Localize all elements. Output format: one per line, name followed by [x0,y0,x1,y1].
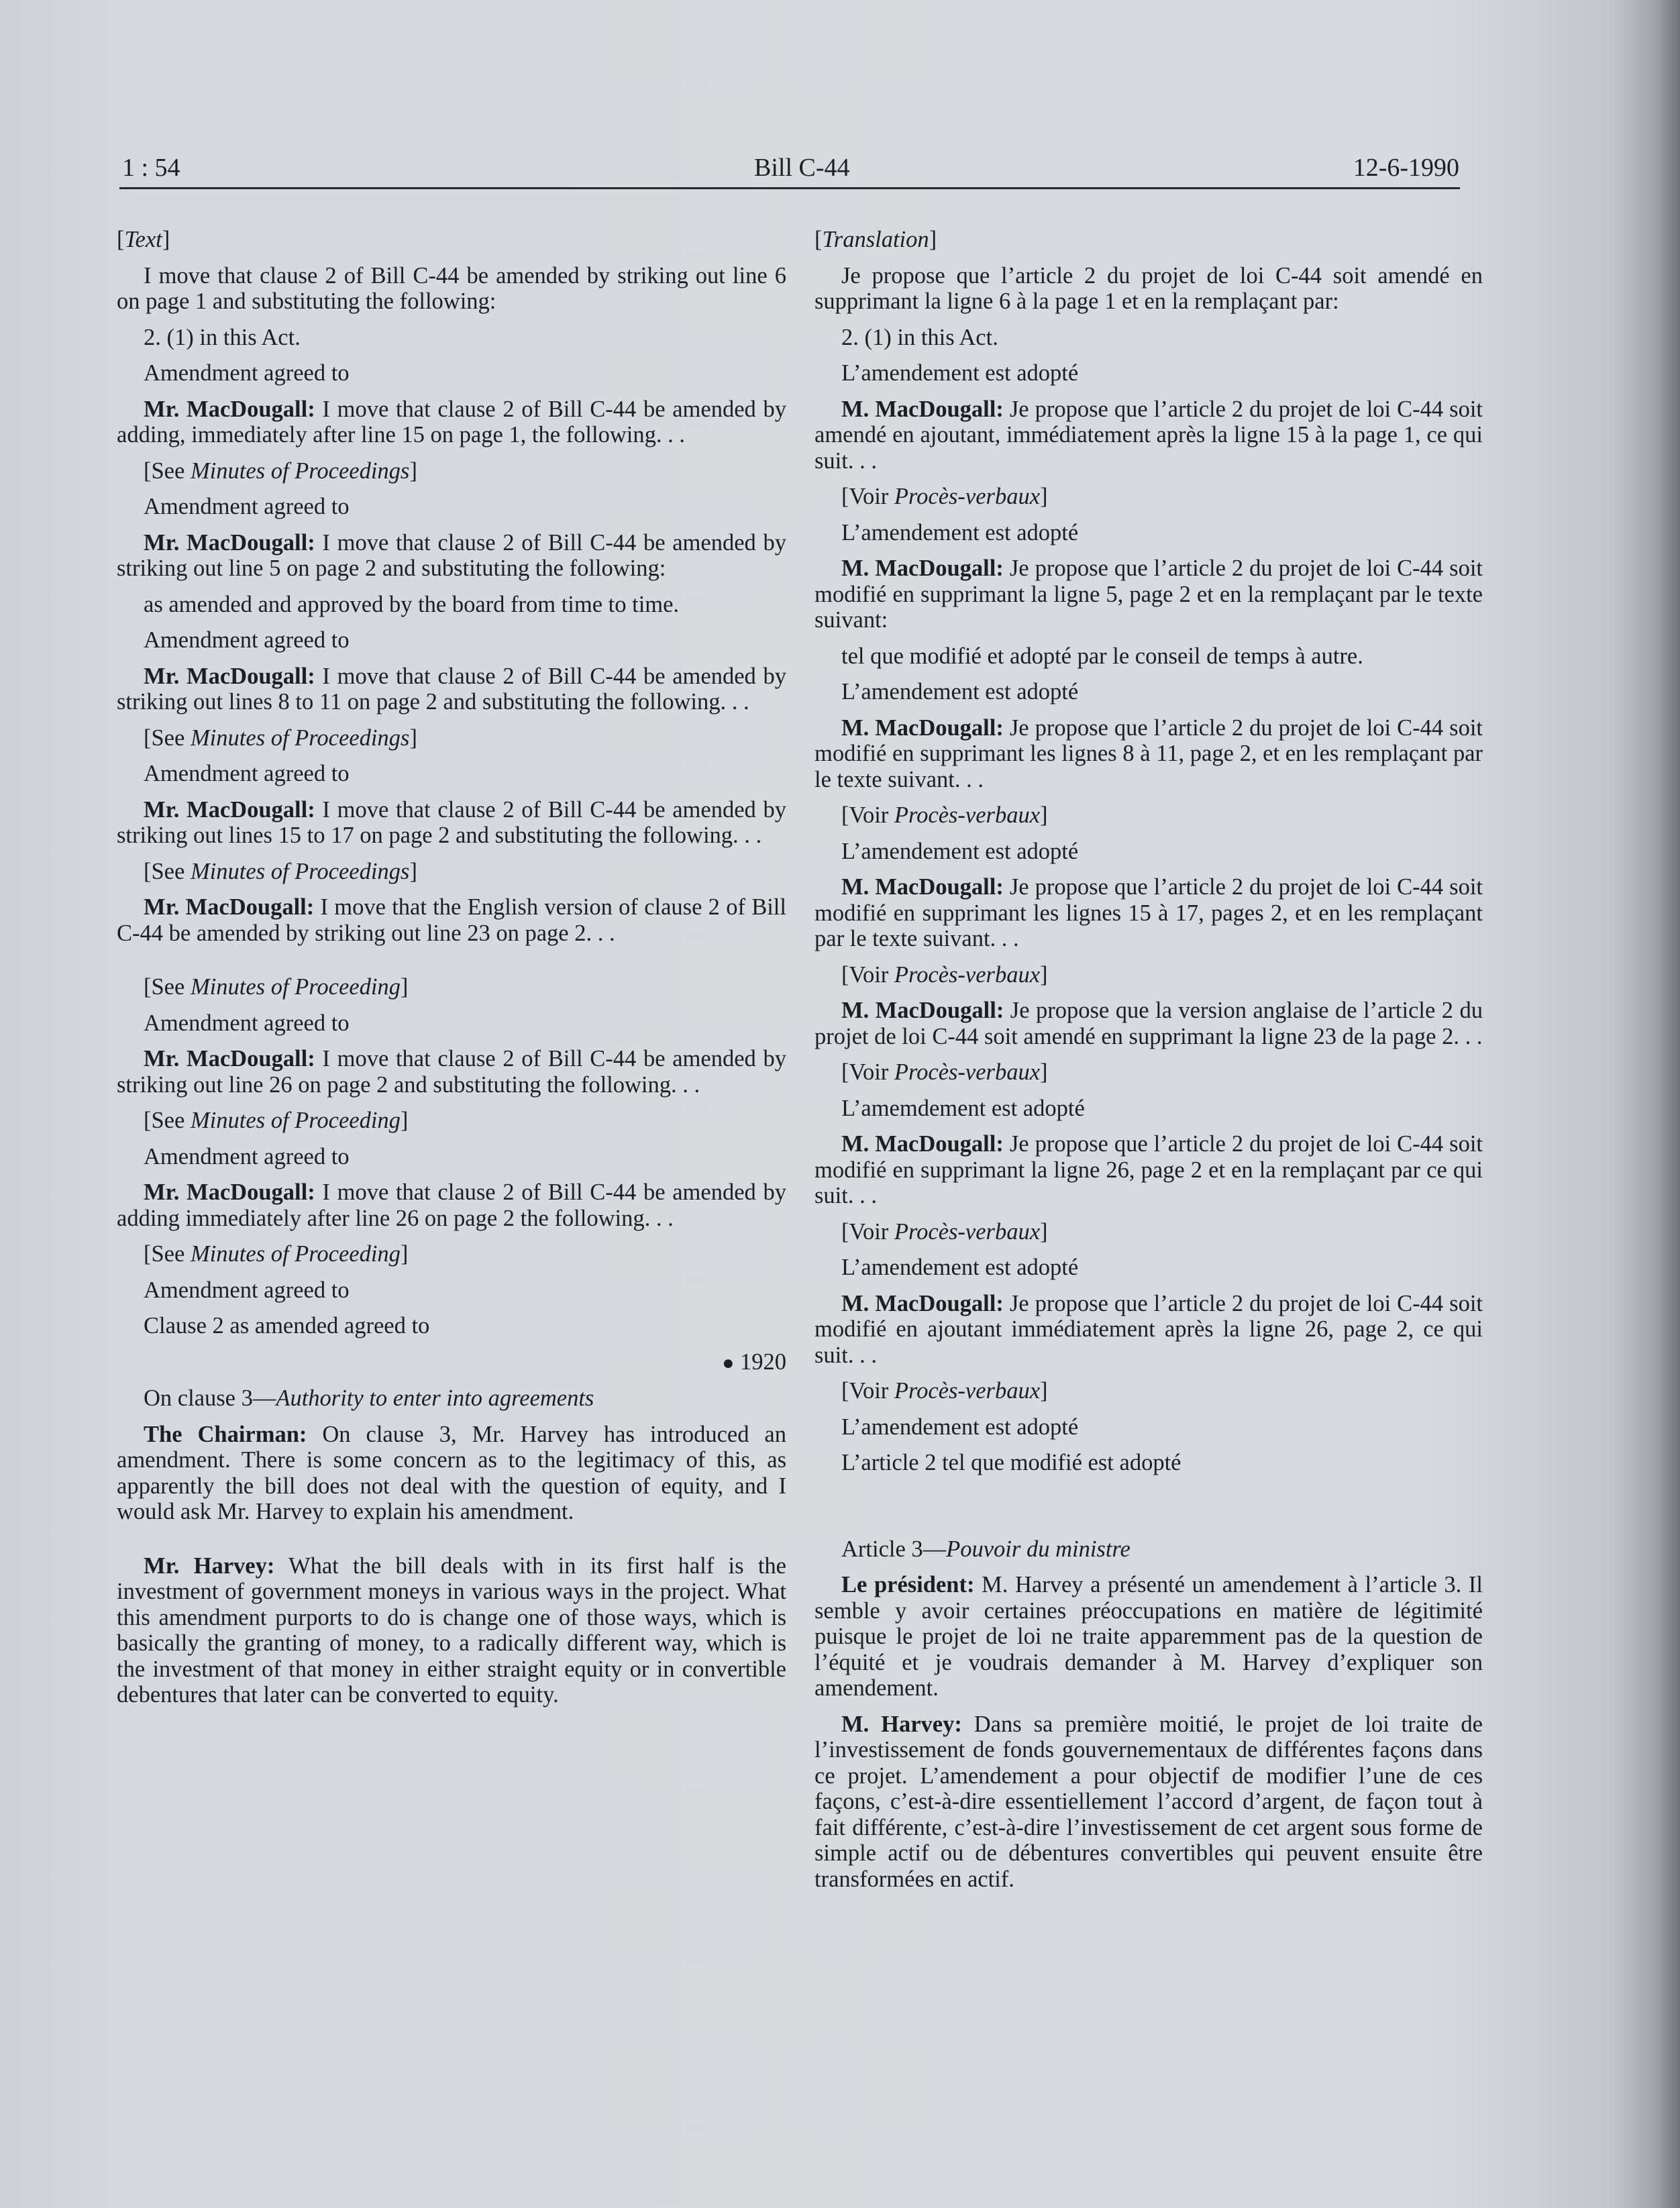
paragraph: M. MacDougall: Je propose que l’article 2 du projet de loi C-44 soit modifié en supprimant les lignes 8 à 11, page 2, et en les remplaçant par le texte suivant. . . [815,715,1483,792]
motion-result: L’amemdement est adopté [841,1095,1085,1121]
french-column [815,227,1483,1902]
page-number: 1 : 54 [122,154,180,182]
motion-result: L’article 2 tel que modifié est adopté [841,1450,1182,1475]
see-reference: [See Minutes of Proceedings] [144,458,417,484]
text-tag: [Text] [117,227,170,252]
speaker: Mr. MacDougall: [144,396,315,422]
paragraph: M. MacDougall: Je propose que la version anglaise de l’article 2 du projet de loi C-44 soit amendé en supprimant la ligne 23 de la page 2. . . [815,998,1483,1049]
motion-result: Amendment agreed to [144,761,350,786]
see-reference: [Voir Procès-verbaux] [841,802,1048,828]
speaker: Mr. MacDougall: [144,529,315,556]
motion-result: Amendment agreed to [144,360,350,386]
speaker: M. MacDougall: [841,1131,1004,1157]
see-reference: [Voir Procès-verbaux] [841,484,1048,509]
see-reference: [See Minutes of Proceeding] [144,974,409,1000]
paragraph: M. MacDougall: Je propose que l’article 2 du projet de loi C-44 soit modifié en supprimant les lignes 15 à 17, pages 2, et en les remplaçant par le texte suivant. . . [815,874,1483,951]
header-date: 12-6-1990 [1353,154,1459,182]
speaker: M. Harvey: [841,1711,962,1737]
see-reference: [See Minutes of Proceedings] [144,725,417,751]
motion-result: L’amendement est adopté [841,1255,1079,1280]
paragraph: Mr. MacDougall: I move that clause 2 of Bill C-44 be amended by striking out lines 15 to 17 on page 2 and substituting the following. . . [117,796,786,848]
clause-heading: On clause 3—Authority to enter into agreements [144,1385,594,1411]
motion-result: L’amendement est adopté [841,838,1079,864]
clause-heading: Article 3—Pouvoir du ministre [841,1536,1131,1562]
paragraph: Mr. MacDougall: I move that clause 2 of Bill C-44 be amended by striking out line 5 on page 2 and substituting the following: [117,529,786,581]
speaker: M. MacDougall: [841,1290,1004,1316]
paragraph: M. MacDougall: Je propose que l’article 2 du projet de loi C-44 soit modifié en ajoutant immédiatement après la ligne 26, page 2, ce qui suit. . . [815,1290,1483,1368]
speaker: The Chairman: [144,1421,307,1447]
speaker: M. MacDougall: [841,998,1004,1023]
paragraph: I move that clause 2 of Bill C-44 be amended by striking out line 6 on page 1 and substituting the following: [117,262,786,314]
motion-result: Amendment agreed to [144,494,350,519]
bill-title: Bill C-44 [754,154,850,182]
motion-result: L’amendement est adopté [841,679,1079,704]
speaker: Mr. MacDougall: [144,1046,315,1071]
paragraph: tel que modifié et adopté par le conseil de temps à autre. [841,643,1363,669]
speaker: Mr. MacDougall: [144,1179,315,1205]
see-reference: [Voir Procès-verbaux] [841,1059,1048,1085]
speaker: Mr. MacDougall: [144,894,315,920]
see-reference: [See Minutes of Proceedings] [144,858,417,884]
paragraph: Mr. Harvey: What the bill deals with in its first half is the investment of government moneys in various ways in the project. What this amendment purports to do is change one of those ways, which is basically the granting of money, to a radically different way, which is the investment of that money in either straight equity or in convertible debentures that later can be converted to equity. [117,1553,786,1707]
motion-result: Amendment agreed to [144,1010,350,1036]
paragraph: The Chairman: On clause 3, Mr. Harvey has introduced an amendment. There is some concern as to the legitimacy of this, as apparently the bill does not deal with the question of equity, and I would ask Mr. Harvey to explain his amendment. [117,1421,786,1524]
speaker: Le président: [841,1572,975,1597]
paragraph: M. Harvey: Dans sa première moitié, le projet de loi traite de l’investissement de fonds gouvernementaux de différentes façons dans ce projet. L’amendement a pour objectif de modifier l’une de ces façons, c’est-à-dire essentiellement l’accord d’argent, de façon tout à fait différente, c’est-à-dire l’investissement de cet argent sous forme de simple actif ou de débentures convertibles qui peuvent ensuite être transformées en actif. [815,1711,1483,1892]
bullet-icon: ● [722,1351,735,1374]
motion-result: L’amendement est adopté [841,519,1079,545]
speaker: M. MacDougall: [841,715,1004,741]
paragraph: 2. (1) in this Act. [144,324,301,350]
paragraph: as amended and approved by the board from time to time. [144,591,680,617]
speaker: M. MacDougall: [841,874,1004,900]
see-reference: [See Minutes of Proceeding] [144,1241,409,1267]
paragraph: Mr. MacDougall: I move that clause 2 of Bill C-44 be amended by striking out line 26 on page 2 and substituting the following. . . [117,1046,786,1098]
paragraph: M. MacDougall: Je propose que l’article 2 du projet de loi C-44 soit amendé en ajoutant, immédiatement après la ligne 15 à la page 1, ce qui suit. . . [815,396,1483,474]
speaker: Mr. MacDougall: [144,796,315,823]
english-column [117,227,786,1718]
header-rule [119,187,1460,189]
motion-result: L’amendement est adopté [841,1414,1079,1440]
motion-result: Amendment agreed to [144,1143,350,1169]
paragraph: Mr. MacDougall: I move that clause 2 of Bill C-44 be amended by adding immediately after line 26 on page 2 the following. . . [117,1179,786,1231]
page-header [122,153,1459,187]
paragraph: M. MacDougall: Je propose que l’article 2 du projet de loi C-44 soit modifié en supprimant la ligne 26, page 2 et en la remplaçant par ce qui suit. . . [815,1131,1483,1208]
speaker: Mr. MacDougall: [144,663,315,689]
see-reference: [Voir Procès-verbaux] [841,1218,1048,1245]
paragraph: Je propose que l’article 2 du projet de loi C-44 soit amendé en supprimant la ligne 6 à la page 1 et en la remplaçant par: [815,262,1483,314]
paragraph: M. MacDougall: Je propose que l’article 2 du projet de loi C-44 soit modifié en supprimant la ligne 5, page 2 et en la remplaçant par le texte suivant: [815,556,1483,633]
see-reference: [See Minutes of Proceeding] [144,1108,409,1133]
see-reference: [Voir Procès-verbaux] [841,1378,1048,1404]
paragraph: 2. (1) in this Act. [841,324,998,350]
paragraph: Mr. MacDougall: I move that the English version of clause 2 of Bill C-44 be amended by striking out line 23 on page 2. . . [117,894,786,946]
speaker: M. MacDougall: [841,556,1004,581]
time-marker: ● 1920 [722,1349,786,1375]
translation-tag: [Translation] [815,227,937,252]
motion-result: L’amendement est adopté [841,360,1079,386]
paragraph: Le président: M. Harvey a présenté un amendement à l’article 3. Il semble y avoir certaines préoccupations en matière de légitimité puisque le projet de loi ne traite apparemment pas de la question de l’équité et je voudrais demander à M. Harvey d’expliquer son amendement. [815,1572,1483,1701]
motion-result: Amendment agreed to [144,1277,350,1303]
speaker: Mr. Harvey: [144,1553,275,1579]
paragraph: Mr. MacDougall: I move that clause 2 of Bill C-44 be amended by striking out lines 8 to 11 on page 2 and substituting the following. . . [117,663,786,715]
page-edge-shadow [1657,0,1680,2208]
speaker: M. MacDougall: [841,396,1004,422]
motion-result: Clause 2 as amended agreed to [144,1313,430,1338]
paragraph: Mr. MacDougall: I move that clause 2 of Bill C-44 be amended by adding, immediately after line 15 on page 1, the following. . . [117,396,786,448]
motion-result: Amendment agreed to [144,627,350,653]
see-reference: [Voir Procès-verbaux] [841,961,1048,988]
